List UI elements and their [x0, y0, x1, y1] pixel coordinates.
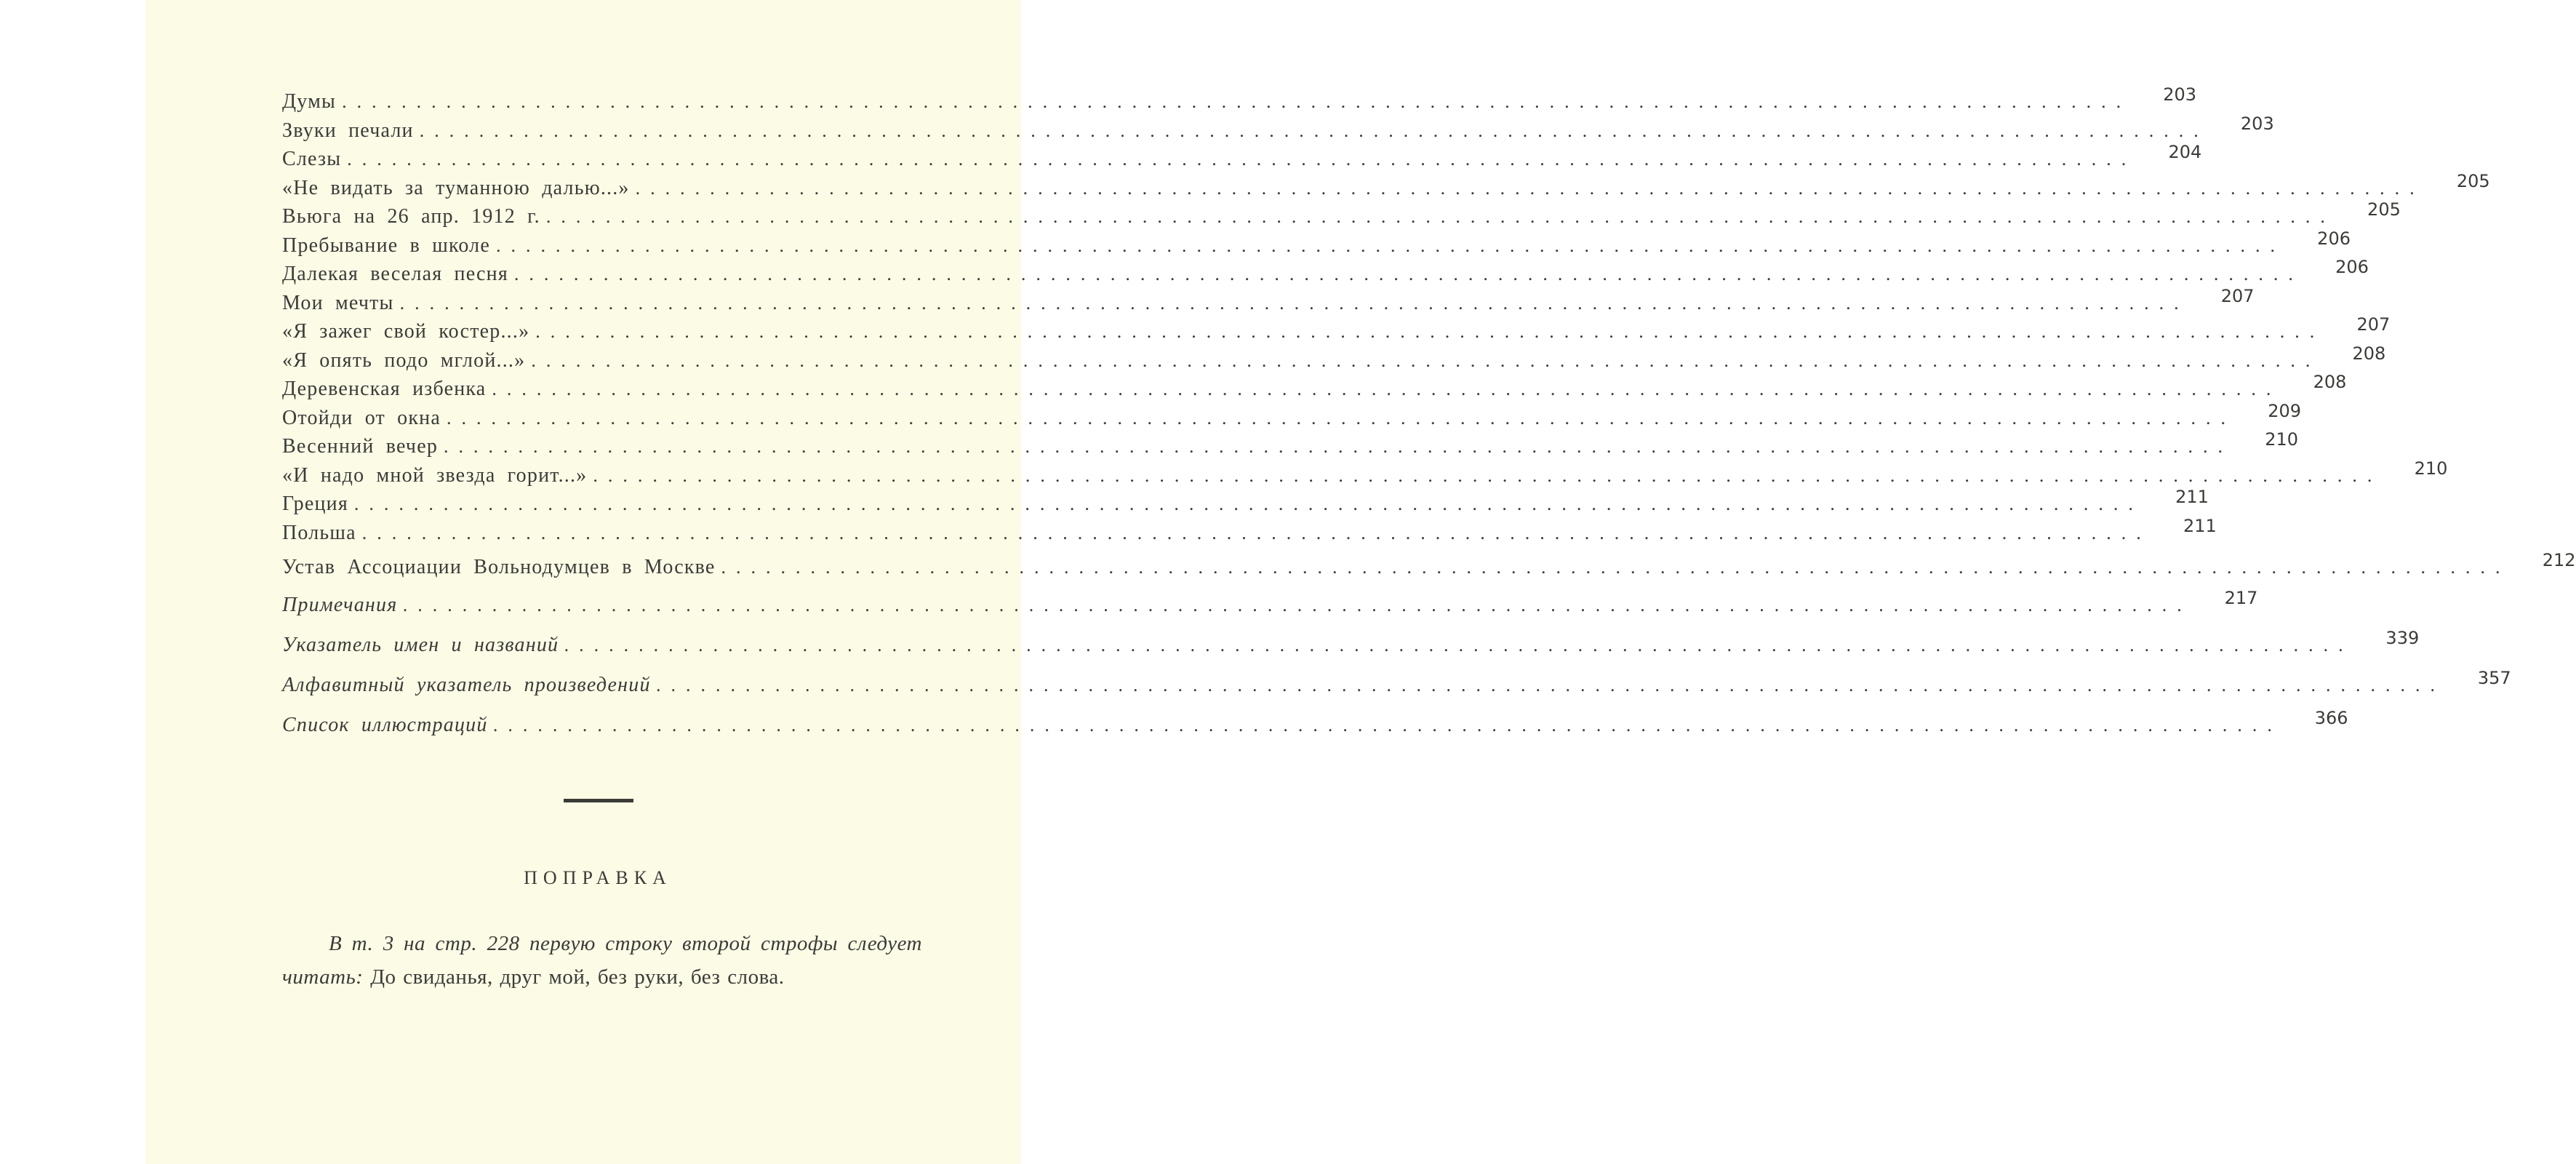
toc-entry-page: 206	[2335, 257, 2369, 277]
toc-entry	[282, 515, 2217, 551]
toc-entry-page: 207	[2220, 285, 2255, 306]
toc-entry	[282, 372, 2347, 407]
toc-entry-title: Устав Ассоциации Вольнодумцев в Москве	[282, 556, 716, 578]
toc-leader-dots: ........................................................................................................................	[513, 263, 2303, 284]
table-of-contents	[282, 84, 2576, 754]
section-divider	[564, 799, 633, 802]
toc-entry-title: Звуки печали	[282, 119, 414, 142]
toc-entry-page: 203	[2163, 84, 2197, 105]
toc-entry-page: 205	[2456, 170, 2490, 191]
toc-appendix-title: Примечания	[282, 593, 398, 616]
toc-entry-page: 210	[2414, 458, 2448, 479]
toc-entry	[282, 257, 2369, 292]
toc-leader-dots: ........................................................................................................................	[419, 119, 2209, 141]
toc-leader-dots: ........................................................................................................................	[399, 292, 2189, 314]
toc-leader-dots: ........................................................................................................................	[535, 321, 2325, 342]
toc-entry-title: Вьюга на 26 апр. 1912 г.	[282, 205, 540, 228]
toc-entry-page: 204	[2168, 142, 2202, 162]
toc-leader-dots: ........................................................................................................................	[656, 674, 2446, 695]
toc-appendix-entry	[282, 667, 2511, 714]
toc-entry	[282, 199, 2401, 234]
toc-leader-dots: ........................................................................................................................	[593, 464, 2383, 486]
toc-entry-page: 203	[2240, 113, 2274, 134]
toc-leader-dots: ........................................................................................................................	[721, 557, 2511, 578]
correction-italic-text: В т. 3 на стр. 228 первую строку второй строфы следует читать:	[282, 932, 922, 989]
toc-entry-title: «И надо мной звезда горит...»	[282, 463, 588, 487]
toc-entry-title: «Я зажег свой костер...»	[282, 320, 530, 343]
toc-leader-dots: ........................................................................................................................	[444, 436, 2233, 457]
correction-heading: ПОПРАВКА	[524, 867, 672, 888]
toc-appendix-title: Список иллюстраций	[282, 713, 488, 736]
toc-appendix-page: 357	[2477, 667, 2511, 688]
toc-entry-title: Весенний вечер	[282, 435, 439, 458]
toc-entry-page: 205	[2367, 199, 2401, 220]
toc-entry-title: Деревенская избенка	[282, 378, 487, 400]
toc-entry	[282, 113, 2274, 148]
toc-leader-dots: ........................................................................................................................	[347, 148, 2137, 170]
toc-entry	[282, 487, 2209, 522]
toc-entry	[282, 228, 2351, 263]
toc-entry	[282, 84, 2197, 119]
toc-leader-dots: ........................................................................................................................	[495, 234, 2285, 256]
toc-appendix-page: 339	[2385, 627, 2420, 648]
book-page	[145, 0, 2576, 1164]
toc-leader-dots: ........................................................................................................................	[353, 493, 2143, 514]
toc-entry-page: 208	[2313, 372, 2347, 392]
toc-entry-page: 209	[2268, 400, 2301, 421]
toc-entry	[282, 550, 2576, 585]
toc-leader-dots: ........................................................................................................................	[564, 634, 2354, 655]
toc-entry-page: 208	[2352, 343, 2386, 364]
toc-leader-dots: ........................................................................................................................	[403, 594, 2193, 615]
toc-entry	[282, 142, 2202, 177]
correction-quoted-line: До свиданья, друг мой, без руки, без слова.	[363, 965, 785, 989]
toc-leader-dots: ........................................................................................................................	[493, 714, 2283, 736]
toc-appendix-title: Алфавитный указатель произведений	[282, 673, 651, 696]
toc-entry	[282, 285, 2255, 321]
toc-appendix-entry	[282, 707, 2348, 754]
toc-entry-title: Польша	[282, 521, 356, 544]
toc-entry	[282, 170, 2490, 206]
toc-entry	[282, 343, 2386, 378]
toc-leader-dots: ........................................................................................................................	[342, 91, 2132, 112]
toc-entry-page: 206	[2317, 228, 2351, 249]
toc-leader-dots: ........................................................................................................................	[531, 349, 2321, 371]
toc-entry-page: 212	[2542, 550, 2576, 570]
toc-entry-page: 207	[2356, 314, 2391, 335]
toc-entry-title: Пребывание в школе	[282, 234, 490, 257]
toc-leader-dots: ........................................................................................................................	[447, 407, 2236, 428]
toc-leader-dots: ........................................................................................................................	[361, 522, 2151, 543]
toc-entry-title: «Не видать за туманною далью...»	[282, 176, 630, 199]
toc-entry	[282, 400, 2301, 436]
toc-entry-title: Слезы	[282, 148, 342, 170]
toc-appendix-title: Указатель имен и названий	[282, 633, 559, 656]
toc-entry-title: Далекая веселая песня	[282, 263, 508, 285]
toc-entry-title: Мои мечты	[282, 291, 394, 314]
toc-appendix-page: 366	[2314, 707, 2348, 728]
toc-entry-title: Думы	[282, 90, 337, 113]
toc-entry-title: «Я опять подо мглой...»	[282, 348, 526, 372]
toc-entry-page: 210	[2265, 429, 2299, 450]
toc-appendix-entry	[282, 587, 2258, 634]
toc-entry-title: Греция	[282, 493, 348, 515]
toc-entry	[282, 429, 2299, 464]
correction-paragraph	[282, 927, 922, 994]
toc-entry-page: 211	[2183, 515, 2217, 536]
toc-leader-dots: ........................................................................................................................	[492, 378, 2281, 399]
toc-appendix-page: 217	[2224, 587, 2258, 608]
toc-entry-page: 211	[2175, 487, 2209, 507]
toc-entry	[282, 458, 2448, 493]
toc-entry-title: Отойди от окна	[282, 406, 441, 429]
toc-appendix-entry	[282, 627, 2420, 674]
toc-entry	[282, 314, 2391, 349]
toc-leader-dots: ........................................................................................................................	[545, 206, 2335, 227]
toc-leader-dots: ........................................................................................................................	[635, 177, 2425, 199]
